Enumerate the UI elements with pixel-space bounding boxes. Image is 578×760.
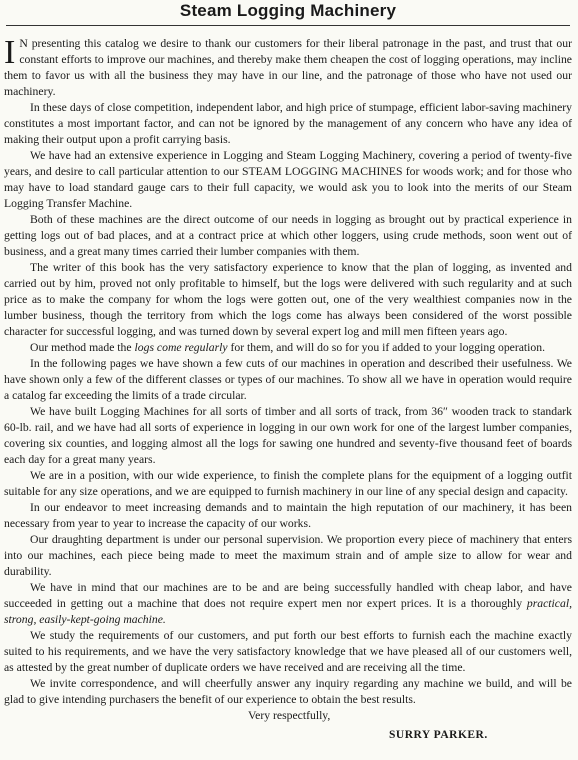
paragraph-method-b: for them, and will do so for you if added to your logging operation.	[227, 341, 546, 354]
paragraph-intro-text: N presenting this catalog we desire to thank our customers for their liberal patronage in the past, and trust that our constant efforts to improve our machines, and thereby make them cheapen the cost of logging operations, may incline them to favor us with all the business they may have in our line, and the patronage of those who have not used our machinery.	[4, 37, 572, 98]
paragraph-writer: The writer of this book has the very satisfactory experience to know that the plan of logging, as invented and carried out by him, proved not only profitable to himself, but the logs were delivered with such regularity and at such price as to make the company for whom the logs were gotten out, one of the very wealthiest companies now in the lumber business, though the territory from which the logs come has always been considered of the worst possible character for successful logging, and was turned down by several expert log and mill men fifteen years ago.	[4, 261, 572, 338]
paragraph-intro	[4, 36, 572, 100]
paragraph-draughting: Our draughting department is under our personal supervision. We proportion every piece of machinery that enters into our machines, each piece being made to meet the maximum strain and of ample size to allow for wear and durability.	[4, 533, 572, 578]
title-rule	[6, 25, 570, 26]
signature: SURRY PARKER.	[389, 729, 488, 741]
paragraph-requirements: We study the requirements of our customers, and put forth our best efforts to furnish each the machine exactly suited to his requirements, and we have the very satisfactory knowledge that we have pleased all of our customers well, as attested by the great number of duplicate orders we have received and are receiving all the time.	[4, 629, 572, 674]
paragraph-method	[4, 340, 572, 356]
paragraph-method-emphasis: logs come regularly	[134, 341, 228, 354]
drop-cap: I	[4, 34, 16, 71]
paragraph-method-a: Our method made the	[30, 341, 135, 354]
paragraph-competition: In these days of close competition, independent labor, and high price of stumpage, efficient labor-saving machinery constitutes a most important factor, and can not be ignored by the management of any concern who have any idea of making their output upon a profit carrying basis.	[4, 101, 572, 146]
letter-body	[4, 36, 572, 708]
paragraph-origin: Both of these machines are the direct outcome of our needs in logging as brought out by practical experience in getting logs out of bad places, and at a contract price at which other loggers, using crude methods, soon went out of business, and a great many times carried their lumber companies with them.	[4, 213, 572, 258]
paragraph-cheap-labor-emphasis: practical, strong, easily-kept-going machine.	[4, 597, 572, 626]
paragraph-position: We are in a position, with our wide experience, to finish the complete plans for the equipment of a logging outfit suitable for any size operations, and we are equipped to furnish machinery in our line of any special design and capacity.	[4, 469, 572, 498]
paragraph-experience: We have had an extensive experience in Logging and Steam Logging Machinery, covering a period of twenty-five years, and desire to call particular attention to our STEAM LOGGING MACHINES for woods work; and for those who may have to load standard gauge cars to their full capacity, we would ask you to look into the merits of our Steam Logging Transfer Machine.	[4, 149, 572, 210]
paragraph-endeavor: In our endeavor to meet increasing demands and to maintain the high reputation of our machinery, it has been necessary from year to year to increase the capacity of our works.	[4, 501, 572, 530]
paragraph-correspondence: We invite correspondence, and will cheerfully answer any inquiry regarding any machine we build, and will be glad to give intending purchasers the benefit of our experience to obtain the best results.	[4, 677, 572, 706]
paragraph-built-machines: We have built Logging Machines for all sorts of timber and all sorts of track, from 36″ wooden track to standark 60-lb. rail, and we have had all sorts of experience in logging in our own work for one of the largest lumber companies, covering six counties, and logging almost all the logs for sawing one hundred and seventy-five thousand feet of boards each day for a great many years.	[4, 405, 572, 466]
paragraph-following-pages: In the following pages we have shown a few cuts of our machines in operation and described their usefulness. We have shown only a few of the different classes or types of our machines. To show all we have in operation would require a catalog far exceeding the limits of a trade circular.	[4, 357, 572, 402]
paragraph-cheap-labor-a: We have in mind that our machines are to be and are being successfully handled with cheap labor, and have succeeded in getting out a machine that does not require expert men nor expert prices. It is a thoroughly	[4, 581, 572, 610]
paragraph-cheap-labor	[4, 580, 572, 628]
page-title: Steam Logging Machinery	[179, 1, 397, 20]
closing-salutation: Very respectfully,	[248, 709, 331, 722]
